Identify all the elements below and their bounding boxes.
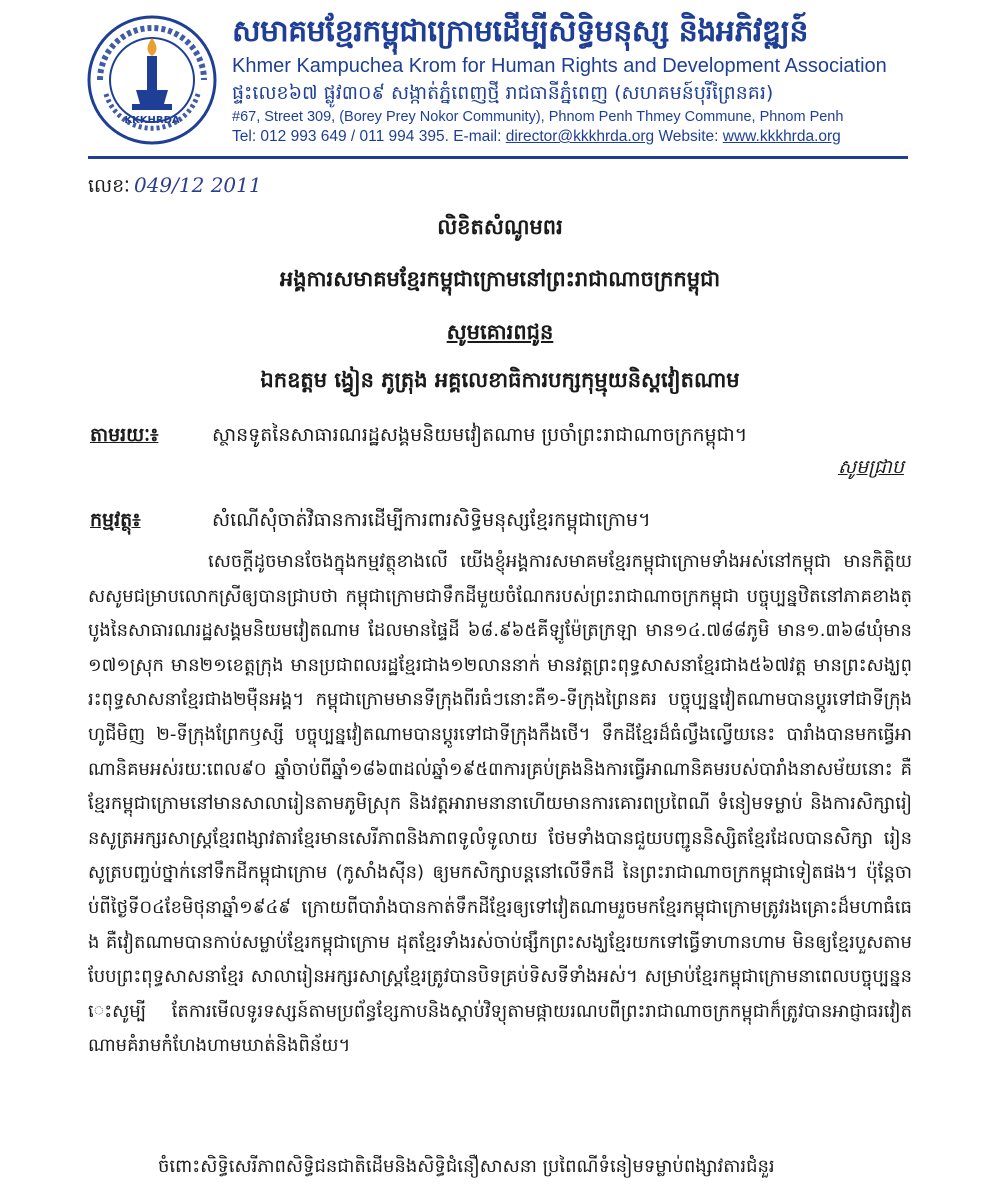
via-text: ស្ថានទូតនៃសាធារណរដ្ឋសង្គមនិយមវៀតណាម ប្រចាំព្រះរាជាណាចក្រកម្ពុជា។ — [212, 424, 748, 446]
body-paragraph-1: សេចក្តីដូចមានចែងក្នុងកម្មវត្ថុខាងលើ យើងខ្ញុំអង្គការសមាគមខ្មែរកម្ពុជាក្រោមទាំងអស់នៅកម្ពុជា មានកិត្តិយសសូមជម្រាបលោកស្រីឲ្យបានជ្រាបថា កម្ពុជាក្រោមជាទឹកដីមួយចំណែករបស់ព្រះរាជាណាចក្រកម្ពុជា បច្ចុប្បន្នឋិតនៅភាគខាងត្បូងនៃសាធារណរដ្ឋសង្គមនិយមវៀតណាម ដែលមានផ្ទៃដី ៦៨.៩៦៥គីឡូម៉ែត្រក្រឡា មាន១៤.៧៨៨ភូមិ មាន១.៣៦៨ឃុំមាន១៧១ស្រុក មាន២១ខេត្តក្រុង មានប្រជាពលរដ្ឋខ្មែរជាង១២លាននាក់ មានវត្តព្រះពុទ្ធសាសនាខ្មែរជាង៥៦៧វត្ត មានព្រះសង្ឃព្រះពុទ្ធសាសនាខ្មែរជាង២ម៉ឺនអង្គ។ កម្ពុជាក្រោមមានទីក្រុងពីរធំៗនោះគឺ១-ទីក្រុងព្រៃនគរ បច្ចុប្បន្នវៀតណាមបានប្តូរទៅជាទីក្រុងហូជីមិញ ២-ទីក្រុងព្រែកឫស្សី បច្ចុប្បន្នវៀតណាមបានប្តូរទៅជាទីក្រុងកឹងថើ។ ទឹកដីខ្មែរដ៏ធំល្វឹងល្វើយនេះ បារាំងបានមកធ្វើអាណានិគមអស់រយៈពេល៩០ ឆ្នាំចាប់ពីឆ្នាំ១៨៦៣ដល់ឆ្នាំ១៩៥៣ការគ្រប់គ្រងនិងការធ្វើអាណានិគមរបស់បារាំងនាសម័យនោះ គឺខ្មែរកម្ពុជាក្រោមនៅមានសាលារៀនតាមភូមិស្រុក និងវត្តអារាមនានាហើយមានការគោរពប្រពៃណី ទំនៀមទម្លាប់ និងការសិក្សារៀនសូត្រអក្សរសាស្ត្រខ្មែរពង្សាវតារខ្មែរមានសេរីភាពនិងភាពទូលំទូលាយ ថែមទាំងបានជួយបញ្ជូននិស្សិតខ្មែរដែលបានសិក្សា រៀនសូត្របញ្ចប់ថ្នាក់នៅទឹកដីកម្ពុជាក្រោម (កូសាំងស៊ីន) ឲ្យមកសិក្សាបន្តនៅលើទឹកដី នៃព្រះរាជាណាចក្រកម្ពុជាទៀតផង។ ប៉ុន្តែចាប់ពីថ្ងៃទី០៤ខែមិថុនាឆ្នាំ១៩៤៩ ក្រោយពីបារាំងបានកាត់ទឹកដីខ្មែរឲ្យទៅវៀតណាមរួចមកខ្មែរកម្ពុជាក្រោមត្រូវរងគ្រោះដ៏មហាធំធេង គឺវៀតណាមបានកាប់សម្លាប់ខ្មែរកម្ពុជាក្រោម ដុតខ្មែរទាំងរស់ចាប់ផ្សឹកព្រះសង្ឃខ្មែរយកទៅធ្វើទាហានហាម មិនឲ្យខ្មែរបួសតាមបែបព្រះពុទ្ធសាសនាខ្មែរ សាលារៀនអក្សរសាស្ត្រខ្មែរត្រូវបានបិទគ្រប់ទិសទីទាំងអស់។ សម្រាប់ខ្មែរកម្ពុជាក្រោមនាពេលបច្ចុប្បន្ននេះសូម្បី តែការមើលទូរទស្សន៍តាមប្រព័ន្ធខ្សែកាបនិងស្តាប់វិទ្យុតាមផ្កាយរណបពីព្រះរាជាណាចក្រកម្ពុជាក៏ត្រូវបានអាជ្ញាធរវៀតណាមគំរាមកំហែងហាមឃាត់និងពិន័យ។ — [88, 551, 912, 1057]
reference-number — [88, 172, 262, 199]
contact-line — [232, 127, 841, 147]
tel-label: Tel: 012 993 649 / 011 994 395. E-mail: — [232, 128, 506, 145]
object-label: កម្មវត្ថុ៖ — [90, 509, 141, 531]
website-link[interactable]: www.kkkhrda.org — [722, 128, 841, 145]
via-label: តាមរយៈ៖ — [90, 424, 159, 446]
reference-label: លេខៈ — [88, 175, 130, 197]
address-english: #67, Street 309, (Borey Prey Nokor Community), Phnom Penh Thmey Commune, Phnom Penh — [232, 109, 844, 125]
email-link[interactable]: director@kkkhrda.org — [505, 128, 655, 145]
seal-text: KKKHRDA — [124, 115, 180, 126]
address-khmer: ផ្ទះលេខ៦៧ ផ្លូវ៣០៩ សង្កាត់ភ្នំពេញថ្មី រាជធានីភ្នំពេញ (សហគមន៍បុរីព្រៃនគរ) — [232, 82, 774, 104]
association-seal-logo — [86, 14, 218, 146]
org-name-khmer: សមាគមខ្មែរកម្ពុជាក្រោមដើម្បីសិទ្ធិមនុស្ស និងអភិវឌ្ឍន៍ — [232, 14, 808, 49]
letter-title: លិខិតសំណូមពរ — [437, 215, 563, 239]
reference-handwritten-number: 049/12 2011 — [133, 173, 262, 197]
recipient-heading: ឯកឧត្តម ង្វៀន ភូត្រុង អគ្គលេខាធិការបក្សកុម្មុយនិស្តវៀតណាម — [260, 368, 740, 392]
respectfully-heading: សូមគោរពជូន — [446, 320, 554, 344]
object-text: សំណើសុំចាត់វិធានការដើម្បីការពារសិទ្ធិមនុស្សខ្មែរកម្ពុជាក្រោម។ — [212, 509, 651, 531]
for-information-note: សូមជ្រាប — [838, 456, 904, 478]
sender-heading: អង្គការសមាគមខ្មែរកម្ពុជាក្រោមនៅព្រះរាជាណាចក្រកម្ពុជា — [279, 267, 721, 291]
body-paragraph-2: ចំពោះសិទ្ធិសេរីភាពសិទ្ធិជនជាតិដើមនិងសិទ្ធិជំនឿសាសនា ប្រពៃណីទំនៀមទម្លាប់ពង្សាវតារជំនួរ — [158, 1156, 775, 1177]
letterhead-divider — [88, 156, 908, 159]
website-label: Website: — [654, 128, 723, 145]
org-name-english: Khmer Kampuchea Krom for Human Rights and Development Association — [232, 55, 887, 77]
